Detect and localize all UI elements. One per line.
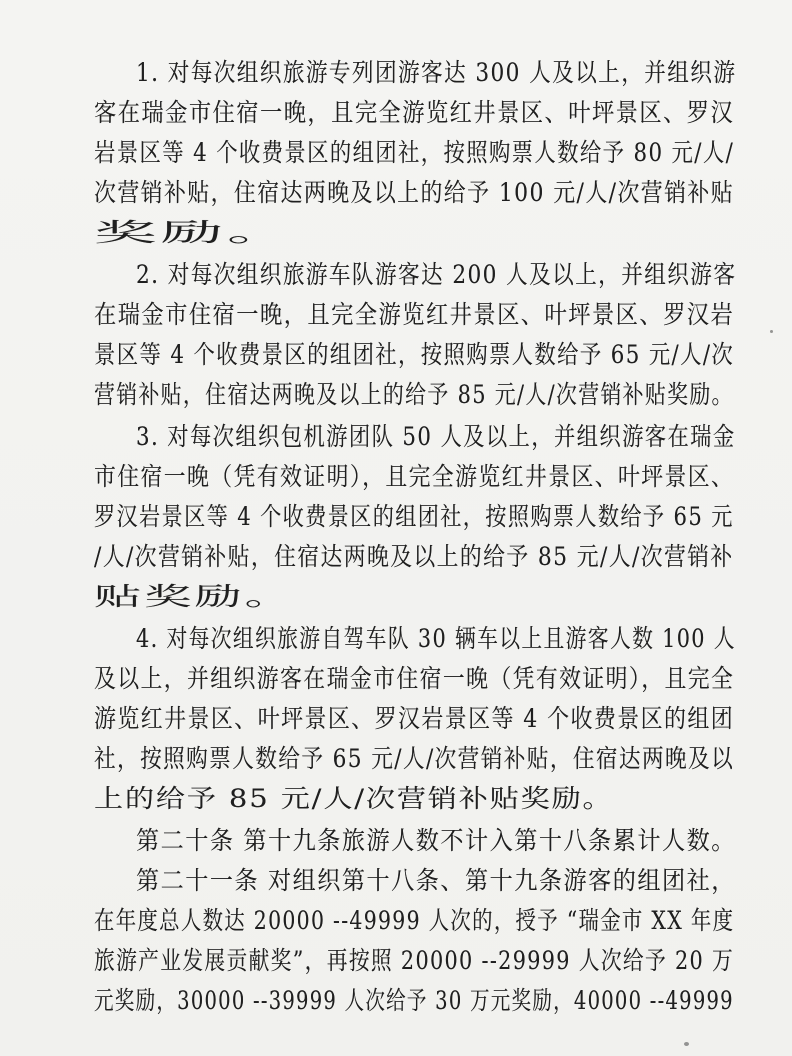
text-line: 2. 对每次组织旅游车队游客达 200 人及以上，并组织游客 — [136, 260, 737, 289]
scan-speck — [770, 330, 773, 333]
text-line: 次营销补贴，住宿达两晚及以上的给予 100 元/人/次营销补贴 — [94, 178, 735, 207]
text-line: 及以上，并组织游客在瑞金市住宿一晚（凭有效证明），且完全 — [94, 664, 735, 693]
text-line: 上的给予 85 元/人/次营销补贴奖励。 — [94, 784, 614, 813]
text-line: 在年度总人数达 20000 --49999 人次的，授予 “瑞金市 XX 年度 — [94, 906, 735, 935]
scan-speck — [684, 1042, 689, 1046]
text-line: 在瑞金市住宿一晚，且完全游览红井景区、叶坪景区、罗汉岩 — [94, 300, 735, 329]
text-line: 客在瑞金市住宿一晚，且完全游览红井景区、叶坪景区、罗汉 — [94, 98, 735, 127]
text-line: 4. 对每次组织旅游自驾车队 30 辆车以上且游客人数 100 人 — [136, 624, 736, 653]
text-line: 1. 对每次组织旅游专列团游客达 300 人及以上，并组织游 — [136, 58, 737, 87]
text-line: 营销补贴，住宿达两晚及以上的给予 85 元/人/次营销补贴奖励。 — [94, 380, 734, 409]
text-line: 社，按照购票人数给予 65 元/人/次营销补贴，住宿达两晚及以 — [94, 744, 735, 773]
text-line: /人/次营销补贴，住宿达两晚及以上的给予 85 元/人/次营销补 — [94, 542, 734, 571]
text-line: 第二十条 第十九条旅游人数不计入第十八条累计人数。 — [136, 826, 736, 855]
text-line: 元奖励，30000 --39999 人次给予 30 万元奖励，40000 --49999 — [94, 986, 734, 1015]
text-line: 旅游产业发展贡献奖”，再按照 20000 --29999 人次给予 20 万 — [94, 946, 735, 975]
text-line: 贴奖励。 — [94, 582, 295, 611]
text-line: 奖励。 — [94, 218, 294, 247]
text-line: 第二十一条 对组织第十八条、第十九条游客的组团社， — [136, 866, 736, 895]
text-line: 岩景区等 4 个收费景区的组团社，按照购票人数给予 80 元/人/ — [94, 138, 735, 167]
text-line: 景区等 4 个收费景区的组团社，按照购票人数给予 65 元/人/次 — [94, 340, 735, 369]
text-line: 罗汉岩景区等 4 个收费景区的组团社，按照购票人数给予 65 元 — [94, 502, 734, 531]
text-line: 市住宿一晚（凭有效证明），且完全游览红井景区、叶坪景区、 — [94, 462, 735, 491]
text-line: 3. 对每次组织包机游团队 50 人及以上，并组织游客在瑞金 — [136, 422, 736, 451]
text-line: 游览红井景区、叶坪景区、罗汉岩景区等 4 个收费景区的组团 — [94, 704, 735, 733]
